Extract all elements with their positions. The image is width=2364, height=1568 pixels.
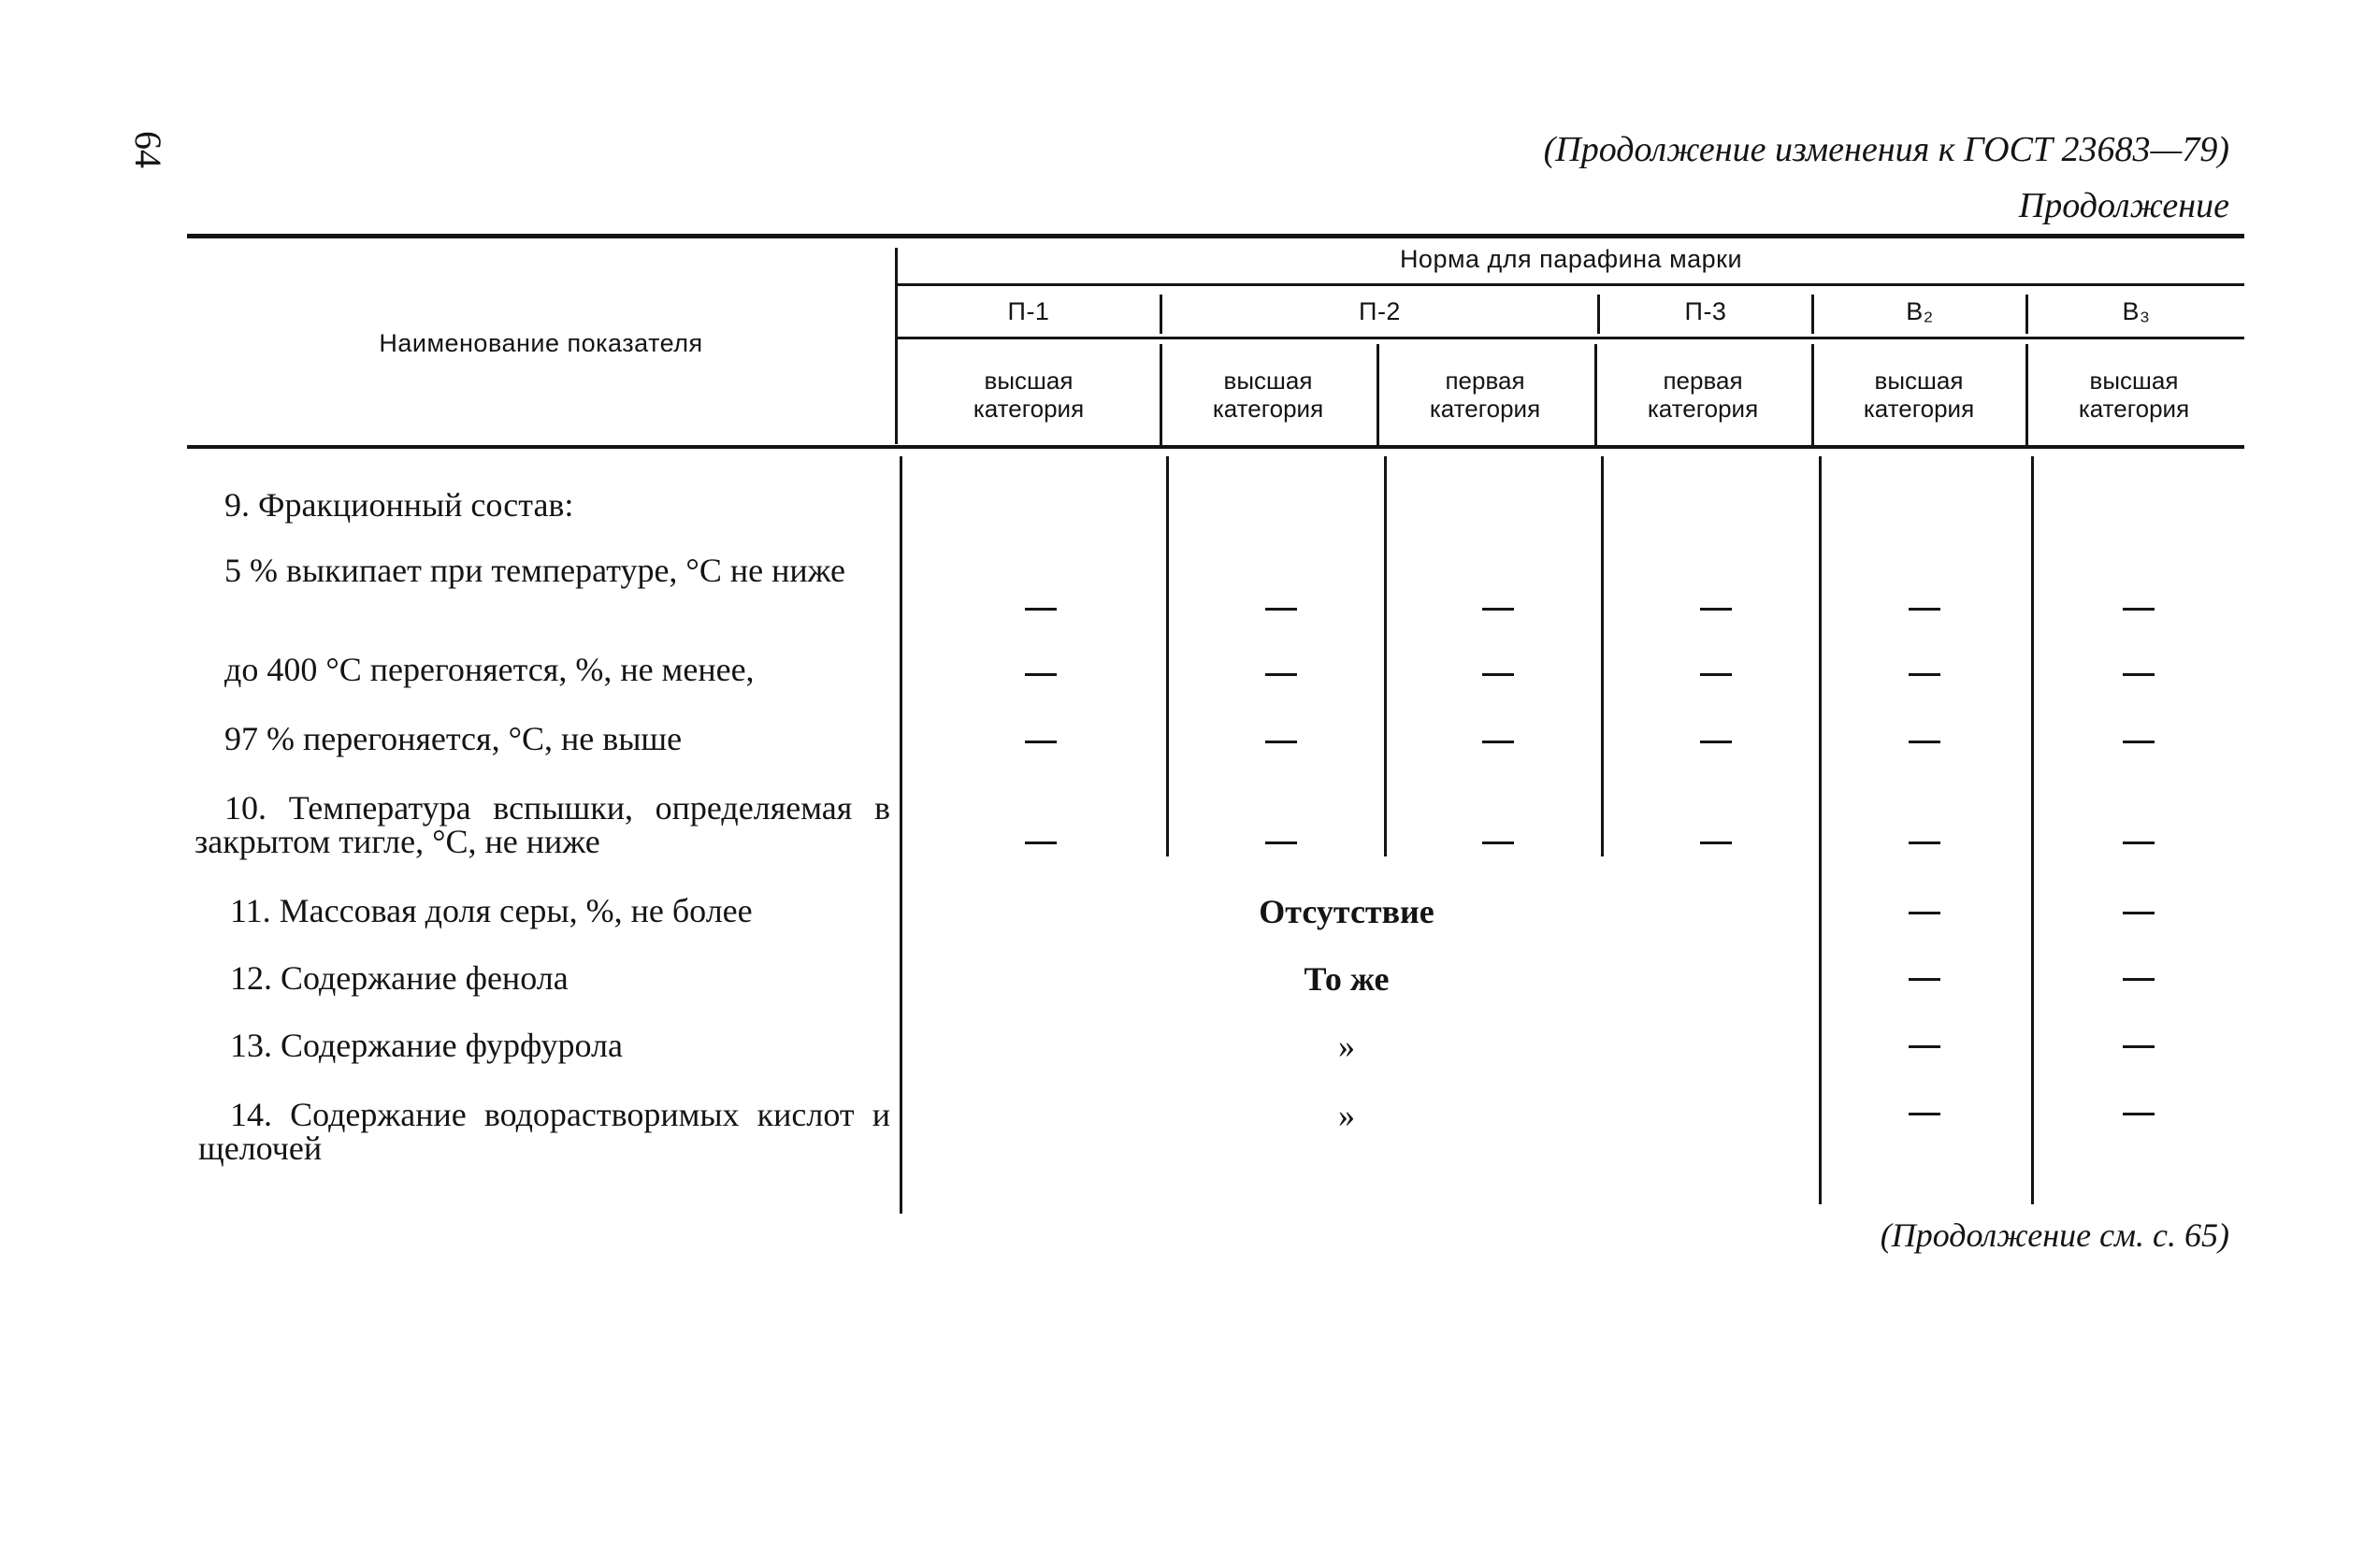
dash-cell <box>1025 673 1057 676</box>
dash-cell <box>1265 741 1297 743</box>
body-divider <box>1384 456 1387 856</box>
dash-cell <box>1909 608 1940 611</box>
merged-value: Отсутствие <box>1259 893 1434 930</box>
grade-header: П-2 <box>1359 297 1401 325</box>
grade-header: В₃ <box>2122 297 2151 325</box>
indicator-label: 14. Содержание водорастворимых кислот и щелочей <box>198 1096 890 1167</box>
grade-header: В₂ <box>1906 297 1934 325</box>
merged-value: » <box>1338 1097 1355 1134</box>
category-header: первая категория <box>1429 367 1541 423</box>
dash-cell <box>2123 741 2155 743</box>
grade-header: П-1 <box>1007 297 1050 325</box>
dash-cell <box>1025 842 1057 844</box>
body-divider <box>1166 456 1169 856</box>
dash-cell <box>1025 608 1057 611</box>
continuation-footnote: (Продолжение см. с. 65) <box>1880 1216 2229 1254</box>
indicator-label: 13. Содержание фурфурола <box>230 1027 623 1064</box>
dash-cell <box>1909 1045 1940 1048</box>
header-divider <box>2025 344 2028 445</box>
merged-value: То же <box>1304 960 1390 998</box>
header-divider <box>1811 344 1814 445</box>
dash-cell <box>1909 1113 1940 1115</box>
header-divider <box>895 248 898 444</box>
dash-cell <box>1909 978 1940 981</box>
dash-cell <box>1025 741 1057 743</box>
dash-cell <box>1700 741 1732 743</box>
header-divider <box>1594 344 1597 445</box>
dash-cell <box>2123 1045 2155 1048</box>
dash-cell <box>2123 1113 2155 1115</box>
merged-value: » <box>1338 1028 1355 1065</box>
category-header: первая категория <box>1647 367 1759 423</box>
indicator-label: 9. Фракционный состав: <box>224 486 574 524</box>
dash-cell <box>1265 608 1297 611</box>
category-header: высшая категория <box>1863 367 1975 423</box>
indicator-label: 5 % выкипает при температуре, °C не ниже <box>224 552 845 589</box>
dash-cell <box>1482 741 1514 743</box>
dash-cell <box>1909 912 1940 914</box>
dash-cell <box>2123 842 2155 844</box>
dash-cell <box>1482 673 1514 676</box>
indicator-label: 11. Массовая доля серы, %, не более <box>230 892 753 929</box>
header-bottom-rule <box>187 445 2244 449</box>
body-divider <box>900 456 902 1214</box>
header-divider <box>1377 344 1379 445</box>
table-top-rule <box>187 234 2244 238</box>
body-divider <box>1819 456 1822 1204</box>
dash-cell <box>1265 842 1297 844</box>
dash-cell <box>2123 608 2155 611</box>
dash-cell <box>1700 608 1732 611</box>
category-header: высшая категория <box>1212 367 1324 423</box>
dash-cell <box>1909 673 1940 676</box>
grade-header: П-3 <box>1684 297 1727 325</box>
header-divider <box>1160 344 1162 445</box>
dash-cell <box>1265 673 1297 676</box>
continuation-label: Продолжение <box>2018 186 2229 225</box>
dash-cell <box>1909 842 1940 844</box>
dash-cell <box>1482 842 1514 844</box>
running-header: (Продолжение изменения к ГОСТ 23683—79) <box>1543 130 2229 169</box>
group-title-rule <box>898 283 2244 286</box>
indicator-label: 12. Содержание фенола <box>230 959 569 997</box>
group-title: Норма для парафина марки <box>1399 245 1743 273</box>
category-header: высшая категория <box>2078 367 2190 423</box>
dash-cell <box>1700 673 1732 676</box>
grade-rule <box>898 337 2244 339</box>
dash-cell <box>2123 673 2155 676</box>
dash-cell <box>1700 842 1732 844</box>
dash-cell <box>1482 608 1514 611</box>
dash-cell <box>2123 912 2155 914</box>
indicator-label: до 400 °C перегоняется, %, не менее, <box>224 651 755 688</box>
page-number: 64 <box>127 131 169 168</box>
indicator-column-header: Наименование показателя <box>379 329 703 357</box>
dash-cell <box>1909 741 1940 743</box>
body-divider <box>1601 456 1604 856</box>
category-header: высшая категория <box>973 367 1085 423</box>
indicator-label: 10. Температура вспышки, определяемая в закрытом тигле, °C, не ниже <box>195 789 890 860</box>
body-divider <box>2031 456 2034 1204</box>
indicator-label: 97 % перегоняется, °C, не выше <box>224 720 683 757</box>
dash-cell <box>2123 978 2155 981</box>
